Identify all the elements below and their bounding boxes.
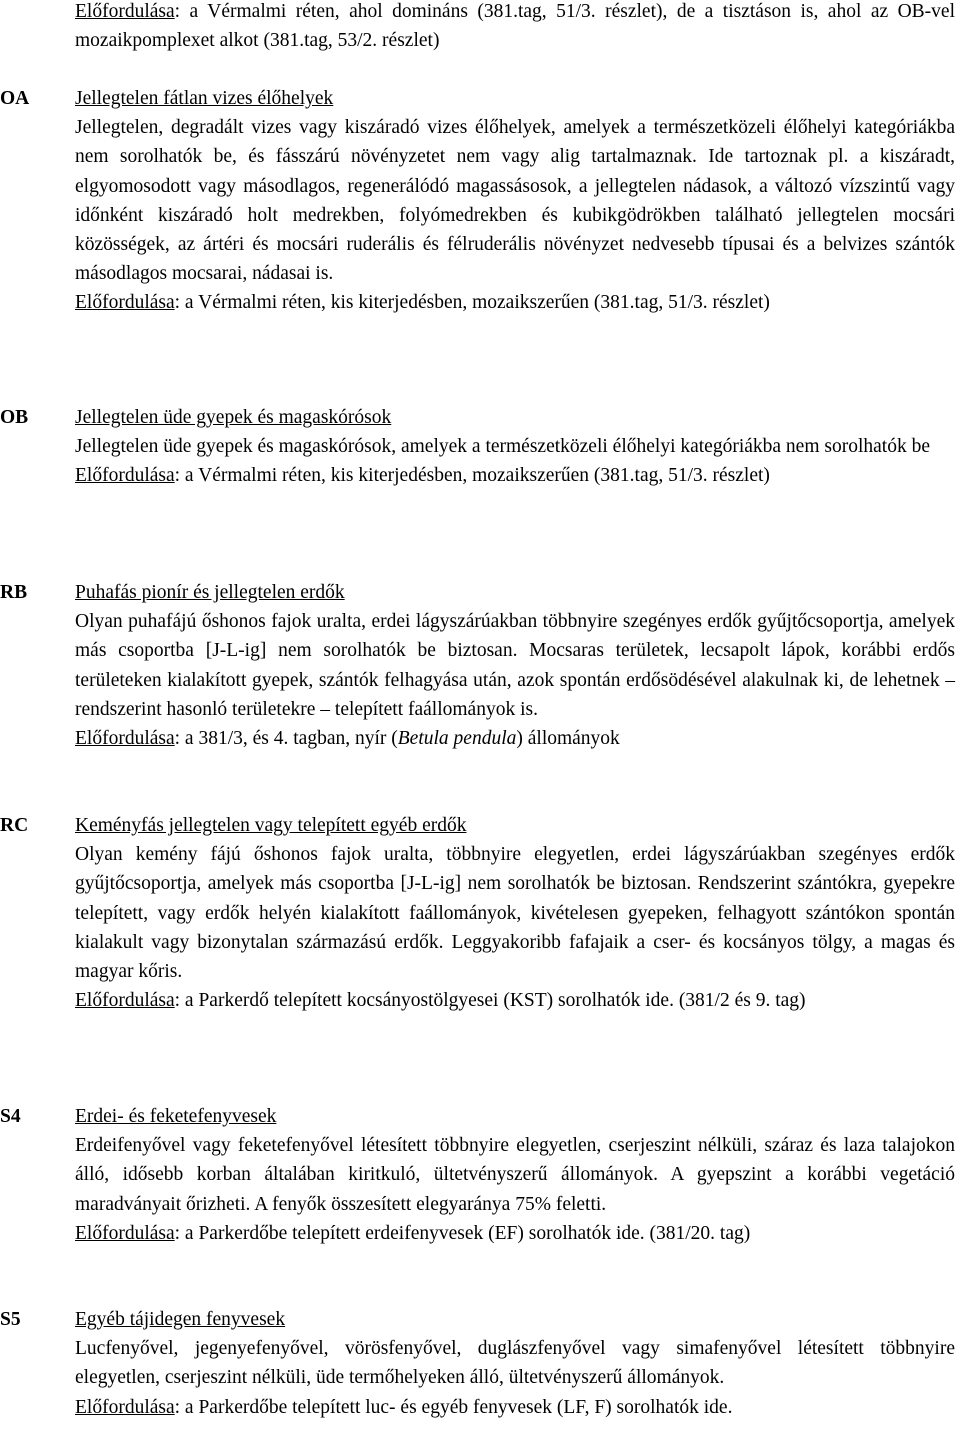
entry-oa	[0, 84, 960, 318]
occurrence-label: Előfordulása	[75, 465, 175, 487]
habitat-code: RC	[0, 815, 29, 836]
entry-s4	[0, 1102, 960, 1248]
habitat-occurrence	[75, 1219, 955, 1248]
occurrence-text: : a Vérmalmi réten, kis kiterjedésben, mozaikszerűen (381.tag, 51/3. részlet)	[174, 292, 770, 314]
habitat-code: S4	[0, 1106, 21, 1127]
habitat-occurrence	[75, 461, 955, 490]
habitat-title: Egyéb tájidegen fenyvesek	[75, 1309, 286, 1330]
occurrence-label: Előfordulása	[75, 990, 175, 1012]
occurrence-species: Betula pendula	[397, 728, 517, 750]
occurrence-text: : a Parkerdőbe telepített erdeifenyvesek (EF) sorolhatók ide. (381/20. tag)	[174, 1222, 751, 1244]
habitat-title: Erdei- és feketefenyvesek	[75, 1106, 277, 1127]
occurrence-text: : a Vérmalmi réten, ahol domináns (381.tag, 51/3. részlet), de a tisztáson is, ahol az OB-vel mozaikpomplexet alkot (381.tag, 53/2. részlet)	[75, 1, 955, 52]
occurrence-label: Előfordulása	[75, 1, 175, 22]
occurrence-text: : a Vérmalmi réten, kis kiterjedésben, mozaikszerűen (381.tag, 51/3. részlet)	[174, 465, 770, 487]
habitat-occurrence	[75, 1393, 955, 1422]
habitat-description: Olyan puhafájú őshonos fajok uralta, erdei lágyszárúakban többnyire szegényes erdők gyűjtőcsoportja, amelyek más csoportba [J-L-ig] nem sorolhatók be biztosan. Mocsaras területek, lecsapolt lápok, korábbi erdős területeken kialakított gyepek, szántók felhagyása után, azok spontán erdősödésével alakulnak ki, de lehetnek – rendszerint hasonló területekre – telepített faállományok is.	[75, 611, 955, 720]
habitat-occurrence	[75, 724, 955, 753]
entry-rc	[0, 811, 960, 1015]
occurrence-text-pre: : a 381/3, és 4. tagban, nyír (	[174, 728, 398, 750]
habitat-title: Puhafás pionír és jellegtelen erdők	[75, 582, 345, 603]
entry-ob	[0, 403, 960, 491]
habitat-description: Erdeifenyővel vagy feketefenyővel létesített többnyire elegyetlen, cserjeszint nélküli, száraz és laza talajokon álló, idősebb korban általában kiritkuló, ültetvényszerű állományok. A gyepszint a korábbi vegetáció maradványait őrizheti. A fenyők összesített elegyaránya 75% feletti.	[75, 1135, 955, 1215]
habitat-code: OA	[0, 88, 30, 109]
habitat-title: Keményfás jellegtelen vagy telepített egyéb erdők	[75, 815, 467, 836]
habitat-occurrence	[75, 288, 955, 317]
habitat-occurrence	[75, 986, 955, 1015]
habitat-description: Jellegtelen, degradált vizes vagy kiszáradó vizes élőhelyek, amelyek a természetközeli élőhelyi kategóriákba nem sorolhatók be, és fásszárú növényzetet nem vagy alig tartalmaznak. Ide tartoznak pl. a kiszáradt, elgyomosodott vagy másodlagos, regenerálódó magassásosok, a jellegtelen nádasok, a változó vízszintű vagy időnként kiszáradó holt medrekben, folyómedrekben és kubikgödrökben található jellegtelen mocsári közösségek, az ártéri és mocsári ruderális és félruderális növényzet nedvesebb típusai és a belvizes szántók másodlagos mocsarai, nádasai is.	[75, 117, 955, 285]
entry-rb	[0, 578, 960, 753]
intro-block	[0, 0, 960, 55]
habitat-description: Lucfenyővel, jegenyefenyővel, vörösfenyővel, duglászfenyővel vagy simafenyővel létesített többnyire elegyetlen, cserjeszint nélküli, üde termőhelyeken álló, ültetvényszerű állományok.	[75, 1338, 955, 1389]
occurrence-label: Előfordulása	[75, 1396, 175, 1418]
habitat-description: Jellegtelen üde gyepek és magaskórósok, amelyek a természetközeli élőhelyi kategóriákba nem sorolhatók be	[75, 436, 930, 458]
occurrence-label: Előfordulása	[75, 1222, 175, 1244]
habitat-code: S5	[0, 1309, 21, 1330]
occurrence-label: Előfordulása	[75, 292, 175, 314]
habitat-title: Jellegtelen fátlan vizes élőhelyek	[75, 88, 334, 109]
habitat-code: OB	[0, 407, 29, 428]
habitat-description: Olyan kemény fájú őshonos fajok uralta, többnyire elegyetlen, erdei lágyszárúakban szegényes erdők gyűjtőcsoportja, amelyek más csoportba [J-L-ig] nem sorolhatók be biztosan. Rendszerint szántókra, gyepekre telepített, vagy erdők helyén kialakított faállományok, kivételesen gyepeken, felhagyott szántókon spontán kialakult vagy bizonytalan származású erdők. Leggyakoribb fafajaik a cser- és kocsányos tölgy, a magas és magyar kőris.	[75, 844, 955, 983]
occurrence-text: : a Parkerdőbe telepített luc- és egyéb fenyvesek (LF, F) sorolhatók ide.	[174, 1396, 733, 1418]
intro-occurrence	[75, 0, 955, 55]
habitat-title: Jellegtelen üde gyepek és magaskórósok	[75, 407, 392, 428]
occurrence-label: Előfordulása	[75, 728, 175, 750]
entry-s5	[0, 1305, 960, 1422]
habitat-code: RB	[0, 582, 28, 603]
occurrence-text: : a Parkerdő telepített kocsányostölgyesei (KST) sorolhatók ide. (381/2 és 9. tag)	[174, 990, 806, 1012]
occurrence-text-post: ) állományok	[516, 728, 620, 750]
